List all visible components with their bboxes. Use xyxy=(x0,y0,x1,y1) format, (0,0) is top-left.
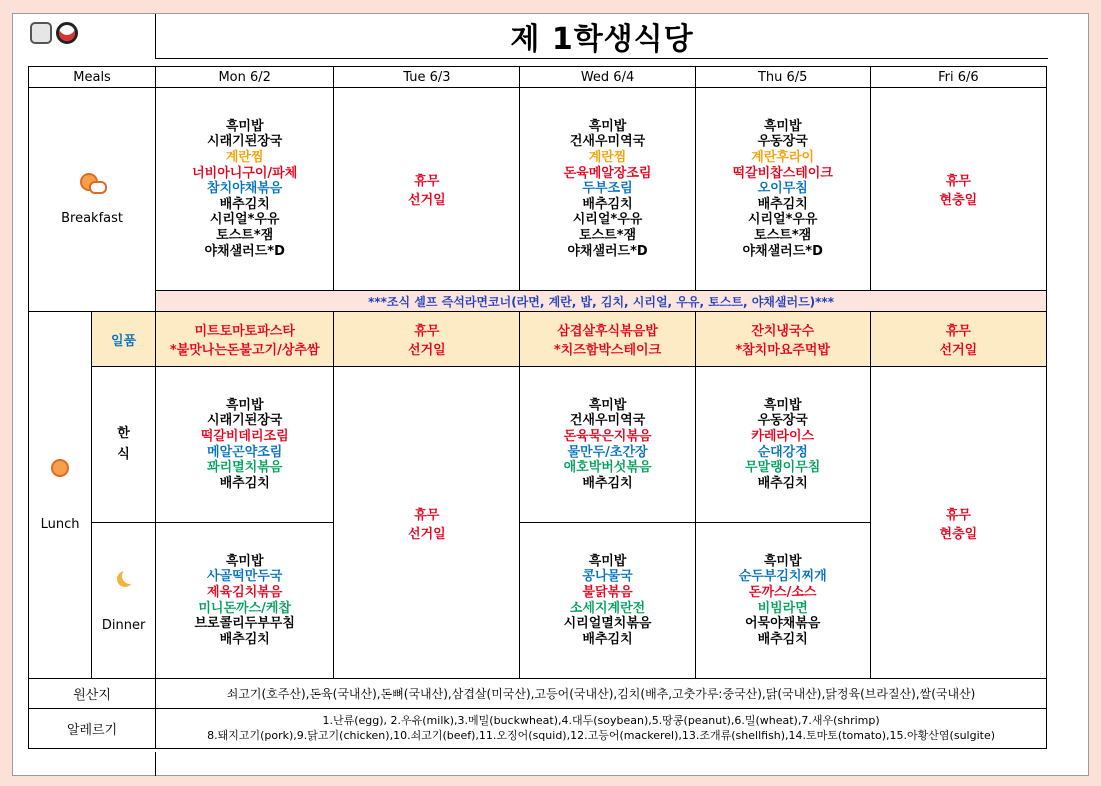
menu-item: 시리얼멸치볶음 xyxy=(563,616,652,632)
menu-item: 어묵야채볶음 xyxy=(745,616,821,632)
dinner-thu xyxy=(695,523,870,679)
breakfast-tue xyxy=(334,88,520,291)
off-text: 휴무 xyxy=(414,324,440,339)
menu-item: 순두부김치찌개 xyxy=(738,569,827,585)
menu-item: 시리얼*우유 xyxy=(209,212,280,228)
logo xyxy=(30,22,78,44)
menu-item: 배추김치 xyxy=(757,475,808,491)
allergy-line: 1.난류(egg), 2.우유(milk),3.메밀(buckwheat),4.대두(soybean),5.땅콩(peanut),6.밀(wheat),7.새우(shrimp) xyxy=(322,713,880,727)
menu-item: 떡갈비찹스테이크 xyxy=(732,165,833,181)
off-text: 현충일 xyxy=(939,193,978,208)
menu-item: 배추김치 xyxy=(219,475,270,491)
lunch-label-cell xyxy=(29,312,92,679)
dinner-mon xyxy=(156,523,334,679)
menu-item: 콩나물국 xyxy=(582,569,633,585)
off-text: 선거일 xyxy=(939,343,978,358)
menu-item: 흑미밥 xyxy=(588,553,627,569)
menu-item: 계란후라이 xyxy=(751,150,815,166)
moon-icon xyxy=(122,568,138,584)
origin-label: 원산지 xyxy=(29,679,156,709)
menu-item: 토스트*잼 xyxy=(754,227,812,243)
dinner-wed xyxy=(520,523,695,679)
hansik-thu xyxy=(695,367,870,523)
menu-item: *참치마요주먹밥 xyxy=(735,343,831,358)
menu-item: 배추김치 xyxy=(757,631,808,647)
menu-item: 떡갈비데리조림 xyxy=(200,428,289,444)
page-title: 제 1학생식당 xyxy=(510,22,694,57)
menu-item: 메알곤약조림 xyxy=(207,444,283,460)
menu-item: 카레라이스 xyxy=(751,428,815,444)
day-header: Mon 6/2 xyxy=(156,67,334,88)
menu-item: 제육김치볶음 xyxy=(207,584,283,600)
menu-item: 배추김치 xyxy=(582,475,633,491)
ilpum-thu xyxy=(695,312,870,367)
ilpum-wed xyxy=(520,312,695,367)
menu-item: 시래기된장국 xyxy=(207,134,283,150)
hansik-mon xyxy=(156,367,334,523)
menu-item: 돈육묵은지볶음 xyxy=(563,428,652,444)
header-row xyxy=(29,67,1047,88)
menu-item: 우동장국 xyxy=(757,134,808,150)
menu-item: 순대강정 xyxy=(757,444,808,460)
menu-item: 흑미밥 xyxy=(225,397,264,413)
mascot-icon-2 xyxy=(56,22,78,44)
breakfast-notice: ***조식 셀프 즉석라면코너(라면, 계란, 밥, 김치, 시리얼, 우유, 토스트, 야채샐러드)*** xyxy=(156,291,1047,312)
breakfast-row xyxy=(29,88,1047,291)
menu-item: 흑미밥 xyxy=(763,118,802,134)
ilpum-tue xyxy=(334,312,520,367)
menu-item: 두부조림 xyxy=(582,181,633,197)
off-text: 휴무 xyxy=(414,174,440,189)
off-text: 선거일 xyxy=(408,193,446,208)
off-text: 선거일 xyxy=(408,526,446,542)
title-box xyxy=(155,14,1048,59)
ilpum-fri xyxy=(870,312,1046,367)
menu-item: 흑미밥 xyxy=(225,118,264,134)
day-header: Tue 6/3 xyxy=(334,67,520,88)
menu-item: 우동장국 xyxy=(757,413,808,429)
menu-item: 너비아니구이/파체 xyxy=(192,165,298,181)
menu-item: 흑미밥 xyxy=(588,118,627,134)
hansik-label xyxy=(92,367,156,523)
menu-item: 건새우미역국 xyxy=(569,413,646,429)
menu-item: 야채샐러드*D xyxy=(567,243,648,259)
menu-item: 미니돈까스/케찹 xyxy=(198,600,292,616)
menu-item: 소세지계란전 xyxy=(569,600,646,616)
allergy-row xyxy=(29,709,1047,749)
menu-item: 물만두/초간장 xyxy=(567,444,648,460)
day-header: Fri 6/6 xyxy=(870,67,1046,88)
menu-item: 흑미밥 xyxy=(763,397,802,413)
hansik-wed xyxy=(520,367,695,523)
hansik-label-text: 한 식 xyxy=(117,425,130,462)
menu-item: *불맛나는돈불고기/상추쌈 xyxy=(169,343,320,358)
menu-item: 배추김치 xyxy=(582,196,633,212)
menu-item: 미트토마토파스타 xyxy=(194,324,295,339)
lunch-dinner-tue xyxy=(334,367,520,679)
menu-item: 돈육메알장조림 xyxy=(563,165,652,181)
menu-item: 브로콜리두부무침 xyxy=(194,616,295,632)
footer-spacer xyxy=(155,752,1048,776)
menu-item: 토스트*잼 xyxy=(579,227,637,243)
menu-item: 시리얼*우유 xyxy=(747,212,818,228)
menu-item: 배추김치 xyxy=(582,631,633,647)
menu-table xyxy=(28,66,1047,749)
off-text: 휴무 xyxy=(945,324,971,339)
menu-item: 계란찜 xyxy=(588,150,627,166)
off-text: 선거일 xyxy=(408,343,446,358)
breakfast-fri xyxy=(870,88,1046,291)
ilpum-mon xyxy=(156,312,334,367)
breakfast-label-cell xyxy=(29,88,156,312)
menu-item: 흑미밥 xyxy=(225,553,264,569)
lunch-dinner-fri xyxy=(870,367,1046,679)
ilpum-label: 일품 xyxy=(92,312,156,367)
menu-item: 무말랭이무침 xyxy=(745,460,821,476)
menu-item: 꽈리멸치볶음 xyxy=(207,460,283,476)
menu-item: 참치야채볶음 xyxy=(207,181,283,197)
menu-item: 삼겹살후식볶음밥 xyxy=(557,324,658,339)
off-text: 현충일 xyxy=(939,526,978,542)
off-text: 휴무 xyxy=(945,174,971,189)
sun-cloud-icon xyxy=(80,173,104,193)
origin-row xyxy=(29,679,1047,709)
menu-item: 배추김치 xyxy=(219,196,270,212)
menu-item: 불닭볶음 xyxy=(582,584,633,600)
off-text: 휴무 xyxy=(414,507,440,523)
allergy-line: 8.돼지고기(pork),9.닭고기(chicken),10.쇠고기(beef),11.오징어(squid),12.고등어(mackerel),13.조개류(shellfish),14.토마토(tomato),15.아황산염(sulgite) xyxy=(207,728,996,742)
breakfast-mon xyxy=(156,88,334,291)
notice-row xyxy=(29,291,1047,312)
menu-item: 돈까스/소스 xyxy=(748,584,817,600)
hansik-row xyxy=(29,367,1047,523)
allergy-label: 알레르기 xyxy=(29,709,156,749)
menu-item: 야채샐러드*D xyxy=(742,243,823,259)
menu-item: 비빔라면 xyxy=(757,600,808,616)
menu-item: 배추김치 xyxy=(219,631,270,647)
breakfast-label: Breakfast xyxy=(61,211,123,226)
day-header: Thu 6/5 xyxy=(695,67,870,88)
breakfast-wed xyxy=(520,88,695,291)
sun-icon xyxy=(51,459,69,477)
menu-item: 사골떡만두국 xyxy=(207,569,283,585)
menu-item: 건새우미역국 xyxy=(569,134,646,150)
menu-item: 시리얼*우유 xyxy=(572,212,643,228)
menu-item: 배추김치 xyxy=(757,196,808,212)
origin-text: 쇠고기(호주산),돈육(국내산),돈뼈(국내산),삼겹살(미국산),고등어(국내산),김치(배추,고춧가루:중국산),닭(국내산),닭정육(브라질산),쌀(국내산) xyxy=(156,679,1047,709)
menu-item: 흑미밥 xyxy=(588,397,627,413)
menu-item: *치즈함박스테이크 xyxy=(553,343,662,358)
breakfast-thu xyxy=(695,88,870,291)
off-text: 휴무 xyxy=(945,507,971,523)
allergy-text xyxy=(156,709,1047,749)
menu-item: 잔치냉국수 xyxy=(751,324,815,339)
dinner-label-cell xyxy=(92,523,156,679)
lunch-label: Lunch xyxy=(40,516,80,532)
dinner-label: Dinner xyxy=(101,618,146,633)
menu-item: 야채샐러드*D xyxy=(204,243,285,259)
day-header: Wed 6/4 xyxy=(520,67,695,88)
menu-item: 토스트*잼 xyxy=(216,227,274,243)
menu-item: 애호박버섯볶음 xyxy=(563,460,652,476)
menu-item: 오이무침 xyxy=(757,181,808,197)
menu-item: 흑미밥 xyxy=(763,553,802,569)
menu-item: 계란찜 xyxy=(225,150,264,166)
mascot-icon-1 xyxy=(30,22,52,44)
meals-header: Meals xyxy=(29,67,156,88)
menu-item: 시래기된장국 xyxy=(207,413,283,429)
ilpum-row xyxy=(29,312,1047,367)
